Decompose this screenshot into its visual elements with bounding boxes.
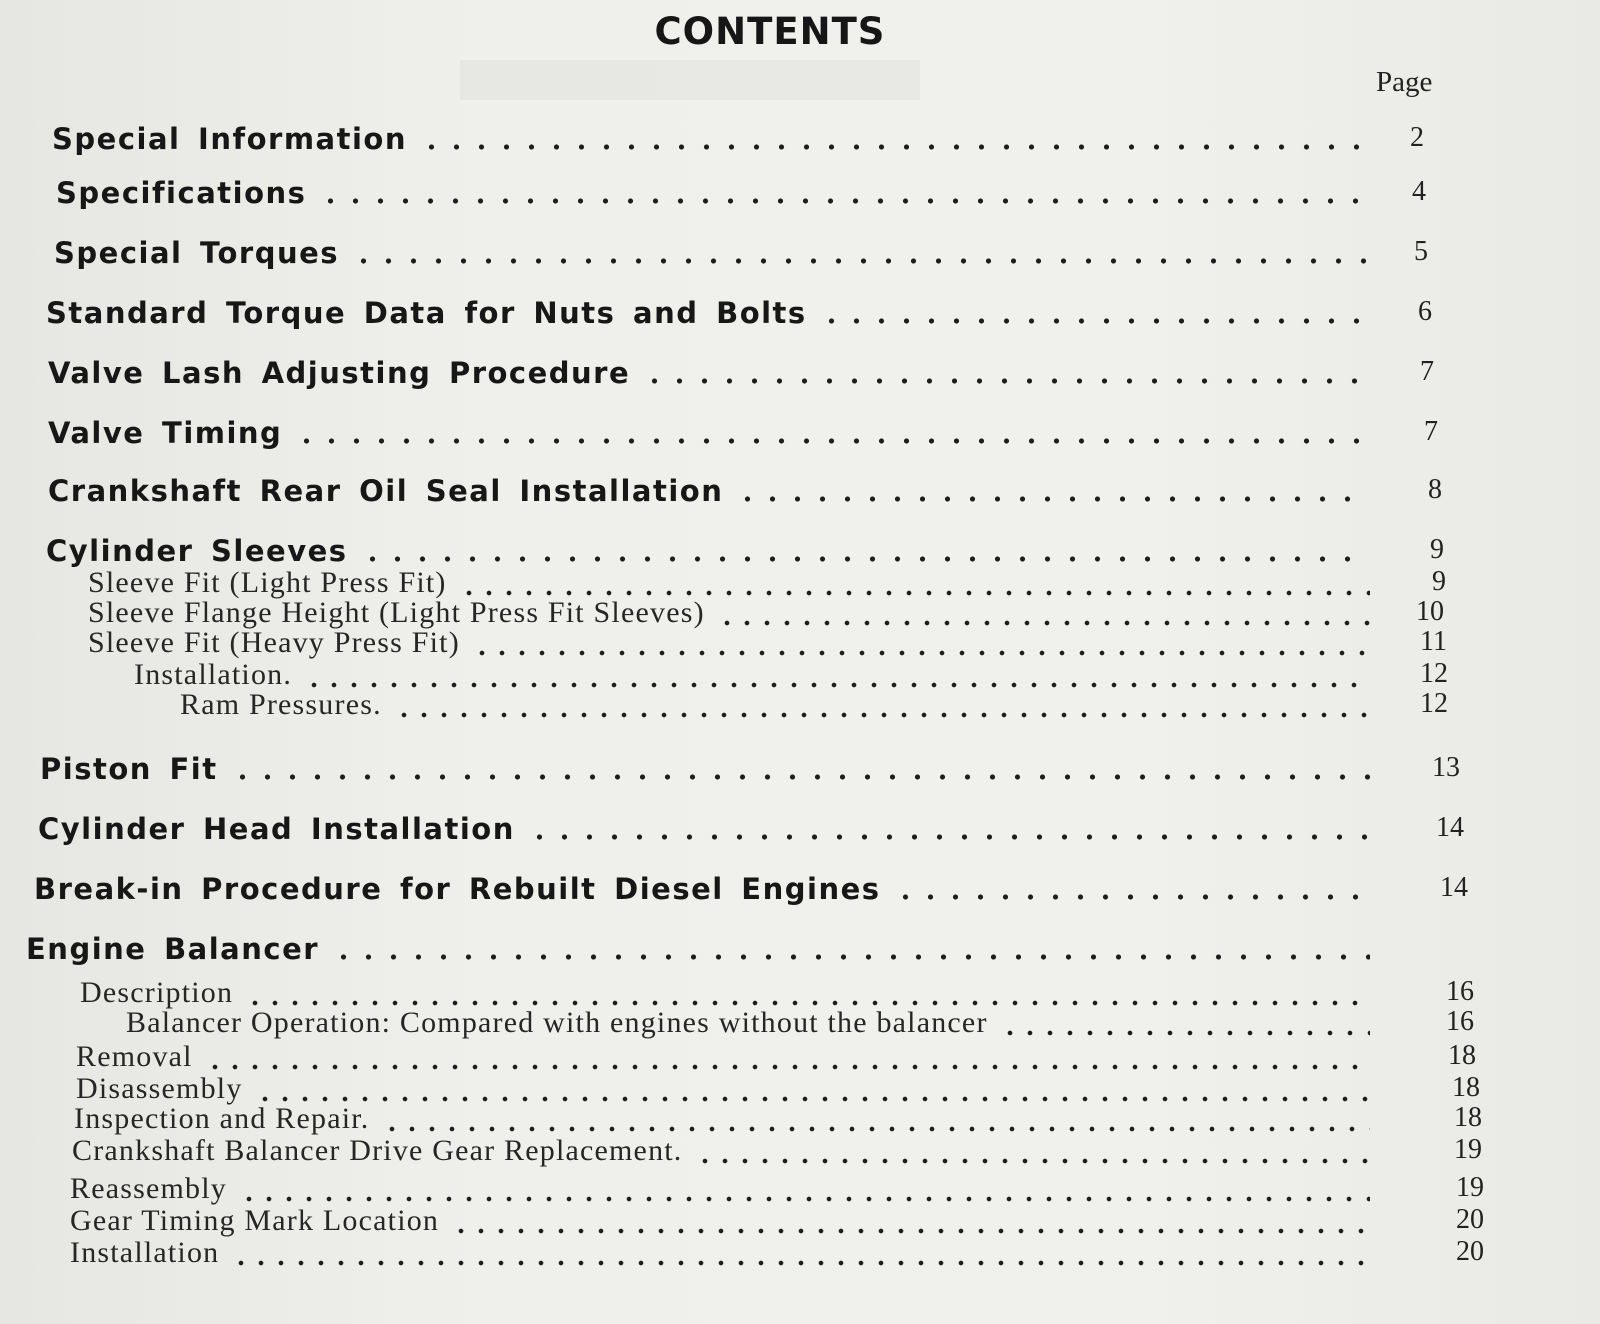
dot-leader [239, 1196, 1370, 1202]
toc-entry-title: Sleeve Fit (Light Press Fit) [88, 566, 447, 599]
dot-leader [351, 258, 1370, 264]
toc-entry-title: Reassembly [70, 1172, 227, 1205]
toc-entry [0, 812, 1600, 856]
toc-page-number: 7 [1420, 356, 1434, 387]
toc-entry-title: Sleeve Fit (Heavy Press Fit) [88, 626, 460, 659]
toc-entry-title: Break-in Procedure for Rebuilt Diesel Engines [34, 872, 881, 906]
toc-page-number: 8 [1428, 474, 1442, 505]
toc-page-number: 20 [1456, 1204, 1484, 1235]
toc-page-number: 16 [1446, 1006, 1474, 1037]
toc-page-number: 19 [1454, 1134, 1482, 1165]
toc-entry-title: Ram Pressures. [180, 688, 382, 721]
toc-entry-title: Standard Torque Data for Nuts and Bolts [46, 296, 807, 330]
toc-entry-title: Sleeve Flange Height (Light Press Fit Sleeves) [88, 596, 705, 629]
toc-page-number: 18 [1452, 1072, 1480, 1103]
dot-leader [527, 834, 1370, 840]
bleed-through-shadow [460, 60, 920, 100]
dot-leader [231, 1260, 1370, 1266]
toc-page-number: 13 [1432, 752, 1460, 783]
toc-entry [0, 752, 1600, 796]
toc-entry [0, 416, 1600, 460]
toc-entry-title: Engine Balancer [26, 932, 320, 966]
toc-entry-title: Valve Lash Adjusting Procedure [48, 356, 631, 390]
dot-leader [1000, 1030, 1370, 1036]
dot-leader [205, 1064, 1370, 1070]
toc-entry-title: Valve Timing [48, 416, 283, 450]
toc-page-number: 6 [1418, 296, 1432, 327]
page-column-label: Page [1376, 66, 1433, 98]
toc-entry-title: Balancer Operation: Compared with engines without the balancer [126, 1006, 988, 1039]
dot-leader [294, 438, 1370, 444]
toc-page-number: 14 [1436, 812, 1464, 843]
toc-entry-title: Cylinder Head Installation [38, 812, 515, 846]
toc-page-number: 2 [1410, 122, 1424, 153]
toc-page-number: 14 [1440, 872, 1468, 903]
toc-entry-title: Piston Fit [40, 752, 218, 786]
toc-entry [0, 122, 1600, 166]
toc-entry-title: Removal [76, 1040, 193, 1073]
toc-entry [0, 296, 1600, 340]
dot-leader [394, 712, 1370, 718]
toc-entry-title: Cylinder Sleeves [46, 534, 348, 568]
toc-page-number: 12 [1420, 658, 1448, 689]
dot-leader [735, 496, 1370, 502]
dot-leader [695, 1158, 1370, 1164]
toc-entry [0, 236, 1600, 280]
toc-entry [0, 1236, 1600, 1280]
toc-page-number: 11 [1420, 626, 1447, 657]
toc-entry-title: Crankshaft Balancer Drive Gear Replacement. [72, 1134, 683, 1167]
toc-page-number: 10 [1416, 596, 1444, 627]
dot-leader [642, 378, 1370, 384]
toc-page-number: 7 [1424, 416, 1438, 447]
dot-leader [230, 774, 1370, 780]
dot-leader [472, 650, 1370, 656]
toc-entry [0, 356, 1600, 400]
toc-entry-title: Installation [70, 1236, 220, 1269]
dot-leader [451, 1228, 1370, 1234]
page-title: CONTENTS [654, 10, 886, 53]
toc-entry [0, 872, 1600, 916]
dot-leader [893, 894, 1370, 900]
toc-page-number: 16 [1446, 976, 1474, 1007]
toc-page-number: 20 [1456, 1236, 1484, 1267]
toc-entry [0, 932, 1600, 976]
dot-leader [360, 556, 1370, 562]
dot-leader [318, 198, 1370, 204]
toc-page-number: 5 [1414, 236, 1428, 267]
toc-page-number: 18 [1454, 1102, 1482, 1133]
toc-entry [0, 176, 1600, 220]
dot-leader [331, 954, 1370, 960]
toc-entry [0, 474, 1600, 518]
toc-page-number: 4 [1412, 176, 1426, 207]
toc-entry [0, 688, 1600, 732]
toc-entry-title: Gear Timing Mark Location [70, 1204, 440, 1237]
toc-page-number: 9 [1430, 534, 1444, 565]
toc-entry-title: Special Torques [54, 236, 340, 270]
toc-page-number: 19 [1456, 1172, 1484, 1203]
toc-entry-title: Description [80, 976, 234, 1009]
toc-page-number: 12 [1420, 688, 1448, 719]
toc-entry-title: Crankshaft Rear Oil Seal Installation [48, 474, 724, 508]
toc-page-number: 18 [1448, 1040, 1476, 1071]
dot-leader [382, 1126, 1370, 1132]
toc-entry-title: Disassembly [76, 1072, 243, 1105]
toc-entry-title: Installation. [134, 658, 293, 691]
toc-entry-title: Specifications [56, 176, 307, 210]
toc-entry-title: Special Information [52, 122, 407, 156]
toc-page-number: 9 [1432, 566, 1446, 597]
dot-leader [419, 144, 1370, 150]
toc-entry-title: Inspection and Repair. [74, 1102, 370, 1135]
dot-leader [819, 318, 1370, 324]
